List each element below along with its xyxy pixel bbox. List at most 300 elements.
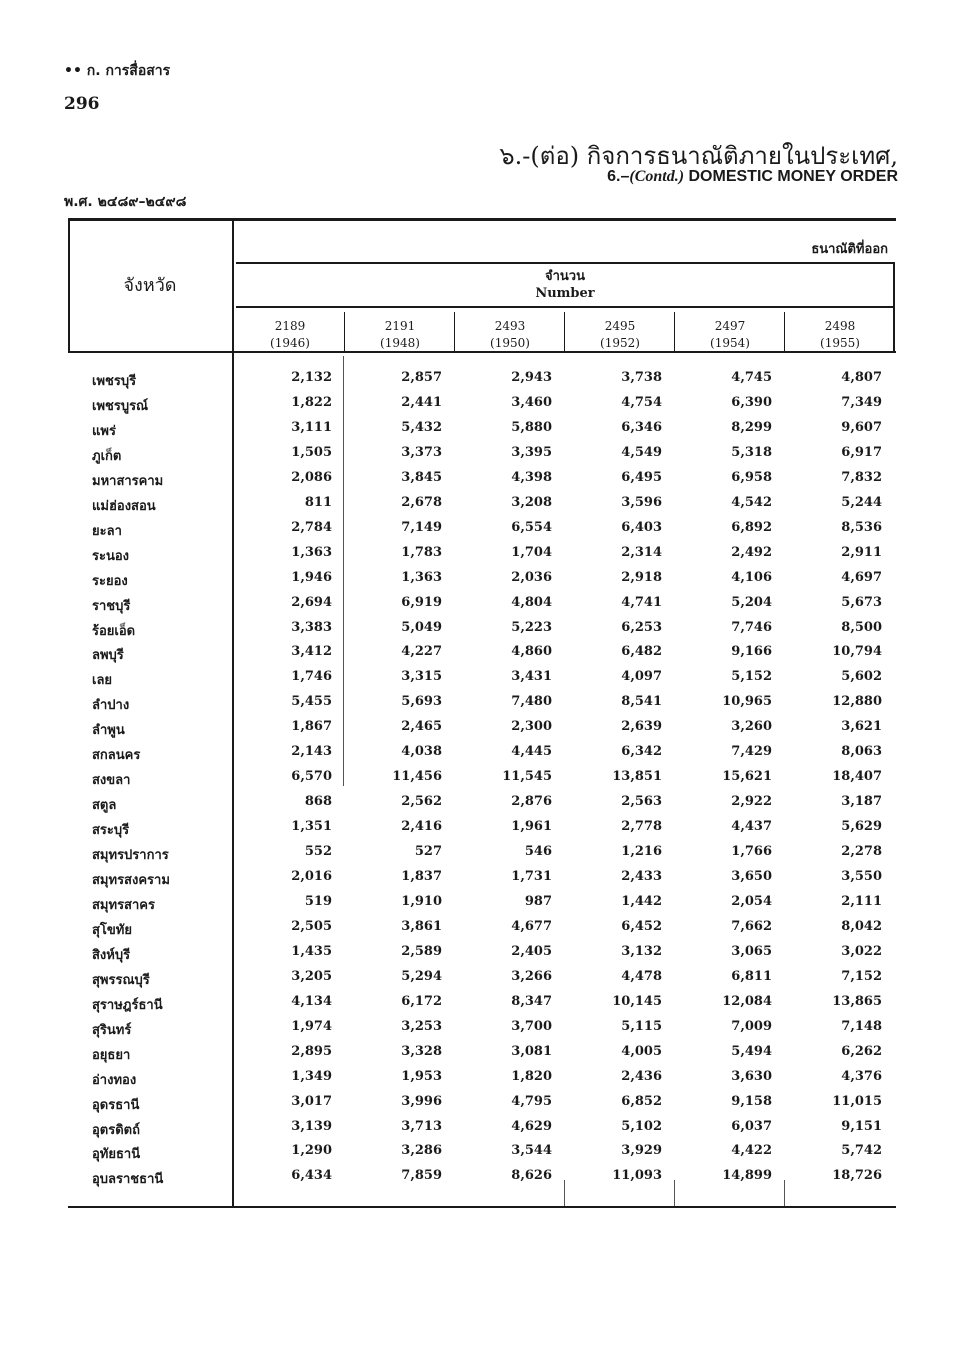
value-cell: 10,965	[722, 694, 772, 710]
province-name: สุโขทัย	[92, 922, 132, 938]
value-cell: 4,106	[731, 569, 772, 585]
value-cell: 2,132	[291, 370, 332, 385]
table-row	[70, 445, 896, 470]
table-row	[70, 595, 896, 620]
value-cell: 3,017	[291, 1093, 332, 1109]
year-header	[676, 318, 784, 352]
table-row	[70, 869, 896, 894]
title-prefix: 6.–	[607, 168, 630, 185]
province-name: สุราษฎร์ธานี	[92, 997, 163, 1013]
value-cell: 14,899	[722, 1168, 772, 1184]
value-cell: 1,731	[511, 869, 552, 884]
value-cell: 1,349	[291, 1068, 332, 1084]
value-cell: 6,917	[841, 444, 882, 460]
value-cell: 1,363	[401, 569, 442, 585]
value-cell: 4,445	[511, 744, 552, 760]
value-cell: 4,804	[511, 594, 552, 610]
year-header	[236, 318, 344, 352]
value-cell: 987	[524, 893, 552, 909]
value-cell: 811	[304, 494, 332, 510]
value-cell: 9,158	[731, 1093, 772, 1109]
value-cell: 6,852	[621, 1093, 662, 1109]
value-cell: 4,376	[841, 1068, 882, 1084]
table-row	[70, 744, 896, 769]
value-cell: 1,974	[291, 1018, 332, 1034]
value-cell: 4,549	[621, 444, 662, 460]
value-cell: 3,845	[401, 469, 442, 485]
year-divider	[564, 312, 565, 352]
value-cell: 2,492	[731, 544, 772, 560]
title-contd: (Contd.)	[629, 168, 685, 185]
value-cell: 4,398	[511, 469, 552, 485]
table-top-rule	[68, 218, 896, 221]
value-cell: 4,097	[621, 669, 662, 685]
value-cell: 4,754	[621, 394, 662, 410]
table-row	[70, 1019, 896, 1044]
value-cell: 1,363	[291, 544, 332, 560]
value-cell: 2,016	[291, 869, 332, 884]
value-cell: 7,149	[401, 519, 442, 535]
value-cell: 2,054	[731, 893, 772, 909]
value-cell: 4,437	[731, 819, 772, 835]
value-cell: 868	[304, 794, 332, 810]
value-cell: 8,299	[731, 419, 772, 435]
page-number: 296	[64, 94, 100, 114]
value-cell: 4,629	[511, 1118, 552, 1134]
value-cell: 2,784	[291, 519, 332, 535]
value-cell: 4,227	[401, 644, 442, 660]
value-cell: 3,111	[291, 419, 332, 435]
province-name: เพชรบูรณ์	[92, 398, 149, 414]
province-name: สุพรรณบุรี	[92, 972, 150, 988]
value-cell: 5,102	[621, 1118, 662, 1134]
year-range: พ.ศ. ๒๔๘๙–๒๔๙๘	[64, 194, 187, 210]
value-cell: 5,602	[841, 669, 882, 685]
year-ce: (1946)	[270, 336, 310, 350]
province-name: แพร่	[92, 423, 116, 439]
value-cell: 4,807	[841, 370, 882, 385]
value-cell: 5,318	[731, 444, 772, 460]
table-row	[70, 1168, 896, 1193]
value-cell: 1,783	[401, 544, 442, 560]
value-cell: 10,794	[832, 644, 882, 660]
year-header	[786, 318, 894, 352]
province-name: อุดรธานี	[92, 1097, 140, 1113]
value-cell: 3,700	[511, 1018, 552, 1034]
number-underline	[236, 306, 895, 308]
value-cell: 2,911	[841, 544, 882, 560]
province-name: อุตรดิตถ์	[92, 1122, 140, 1138]
province-name: สิงห์บุรี	[92, 947, 131, 963]
value-cell: 5,115	[621, 1018, 662, 1034]
value-cell: 3,205	[291, 968, 332, 984]
table-row	[70, 769, 896, 794]
province-name: สมุทรปราการ	[92, 848, 169, 864]
table-row	[70, 944, 896, 969]
table-row	[70, 370, 896, 395]
value-cell: 2,143	[291, 744, 332, 760]
value-cell: 6,570	[291, 769, 332, 785]
value-cell: 3,328	[401, 1043, 442, 1059]
province-name: สมุทรสงคราม	[92, 873, 170, 888]
value-cell: 2,405	[511, 943, 552, 959]
province-name: อุทัยธานี	[92, 1147, 141, 1163]
value-cell: 7,662	[731, 918, 772, 934]
value-cell: 9,607	[841, 419, 882, 435]
value-cell: 3,996	[401, 1093, 442, 1109]
value-cell: 4,038	[401, 744, 442, 760]
table-row	[70, 395, 896, 420]
value-cell: 519	[304, 893, 332, 909]
province-name: ลพบุรี	[92, 648, 124, 664]
value-cell: 6,346	[621, 419, 662, 435]
value-cell: 6,434	[291, 1168, 332, 1184]
value-cell: 4,005	[621, 1043, 662, 1059]
table-row	[70, 644, 896, 669]
year-divider	[784, 312, 785, 352]
value-cell: 9,166	[731, 644, 772, 660]
value-cell: 10,145	[612, 993, 662, 1009]
value-cell: 4,134	[291, 993, 332, 1009]
value-cell: 2,465	[401, 719, 442, 735]
running-header: •• ก. การสื่อสาร	[64, 63, 171, 79]
value-cell: 2,918	[621, 569, 662, 585]
table-row	[70, 470, 896, 495]
value-cell: 2,562	[401, 794, 442, 810]
value-cell: 6,892	[731, 519, 772, 535]
value-cell: 12,880	[832, 694, 882, 710]
value-cell: 2,036	[511, 569, 552, 585]
value-cell: 3,253	[401, 1018, 442, 1034]
value-cell: 3,065	[731, 943, 772, 959]
value-cell: 3,621	[841, 719, 882, 735]
value-cell: 5,629	[841, 819, 882, 835]
value-cell: 5,294	[401, 968, 442, 984]
value-cell: 1,351	[291, 819, 332, 835]
value-cell: 3,081	[511, 1043, 552, 1059]
value-cell: 2,589	[401, 943, 442, 959]
value-cell: 3,373	[401, 444, 442, 460]
province-name: อยุธยา	[92, 1047, 131, 1063]
value-cell: 1,837	[401, 869, 442, 884]
value-cell: 9,151	[841, 1118, 882, 1134]
value-cell: 4,741	[621, 594, 662, 610]
province-name: ยะลา	[92, 523, 122, 539]
table-row	[70, 545, 896, 570]
value-cell: 3,260	[731, 719, 772, 735]
value-cell: 6,452	[621, 918, 662, 934]
value-cell: 7,009	[731, 1018, 772, 1034]
value-cell: 3,544	[511, 1143, 552, 1159]
table-title-english	[607, 168, 898, 186]
value-cell: 3,596	[621, 494, 662, 510]
issued-underline	[236, 262, 895, 264]
value-cell: 7,746	[731, 619, 772, 635]
year-be: 2498	[824, 319, 856, 333]
province-name: ราชบุรี	[92, 598, 131, 614]
money-orders-issued-header: ธนาณัติที่ออก	[811, 242, 888, 257]
value-cell: 6,037	[731, 1118, 772, 1134]
table-row	[70, 694, 896, 719]
table-row	[70, 844, 896, 869]
year-header	[346, 318, 454, 352]
value-cell: 18,407	[832, 769, 882, 785]
value-cell: 5,494	[731, 1043, 772, 1059]
province-name: สกลนคร	[92, 748, 141, 764]
table-title-thai: ๖.-(ต่อ) กิจการธนาณัติภายในประเทศ,	[499, 142, 898, 170]
table-row	[70, 669, 896, 694]
value-cell: 1,867	[291, 719, 332, 735]
value-cell: 4,478	[621, 968, 662, 984]
year-be: 2191	[384, 319, 416, 333]
value-cell: 4,677	[511, 918, 552, 934]
value-cell: 11,015	[832, 1093, 882, 1109]
value-cell: 2,086	[291, 469, 332, 485]
table-row	[70, 719, 896, 744]
year-be: 2189	[274, 319, 306, 333]
value-cell: 11,545	[502, 769, 552, 785]
value-cell: 6,253	[621, 619, 662, 635]
value-cell: 2,876	[511, 794, 552, 810]
value-cell: 3,861	[401, 918, 442, 934]
value-cell: 5,244	[841, 494, 882, 510]
value-cell: 3,022	[841, 943, 882, 959]
year-ce: (1952)	[600, 336, 640, 350]
value-cell: 3,315	[401, 669, 442, 685]
value-cell: 2,436	[621, 1068, 662, 1084]
year-be: 2495	[604, 319, 636, 333]
value-cell: 3,431	[511, 669, 552, 685]
value-cell: 3,383	[291, 619, 332, 635]
province-name: สงขลา	[92, 773, 131, 789]
year-be: 2497	[714, 319, 746, 333]
value-cell: 3,460	[511, 394, 552, 410]
value-cell: 2,300	[511, 719, 552, 735]
province-name: มหาสารคาม	[92, 473, 164, 489]
value-cell: 7,429	[731, 744, 772, 760]
value-cell: 2,433	[621, 869, 662, 884]
value-cell: 5,880	[511, 419, 552, 435]
table-row	[70, 1044, 896, 1069]
table-row	[70, 994, 896, 1019]
value-cell: 552	[304, 844, 332, 860]
year-be: 2493	[494, 319, 526, 333]
year-ce: (1954)	[710, 336, 750, 350]
year-ce: (1955)	[820, 336, 860, 350]
value-cell: 2,943	[511, 370, 552, 385]
table-row	[70, 919, 896, 944]
table-row	[70, 620, 896, 645]
value-cell: 1,435	[291, 943, 332, 959]
value-cell: 8,536	[841, 519, 882, 535]
province-name: ร้อยเอ็ด	[92, 623, 136, 639]
province-name: เลย	[92, 673, 113, 689]
value-cell: 2,778	[621, 819, 662, 835]
province-name: ลำพูน	[92, 723, 125, 739]
value-cell: 5,204	[731, 594, 772, 610]
value-cell: 7,832	[841, 469, 882, 485]
value-cell: 2,314	[621, 544, 662, 560]
value-cell: 6,495	[621, 469, 662, 485]
table-row	[70, 1069, 896, 1094]
table-row	[70, 819, 896, 844]
year-header	[566, 318, 674, 352]
value-cell: 2,857	[401, 370, 442, 385]
province-name: สตูล	[92, 798, 117, 814]
value-cell: 1,442	[621, 893, 662, 909]
value-cell: 3,550	[841, 869, 882, 884]
province-name: ภูเก็ต	[92, 448, 122, 464]
value-cell: 18,726	[832, 1168, 882, 1184]
value-cell: 1,961	[511, 819, 552, 835]
value-cell: 3,187	[841, 794, 882, 810]
value-cell: 527	[414, 844, 442, 860]
value-cell: 3,738	[621, 370, 662, 385]
value-cell: 8,063	[841, 744, 882, 760]
value-cell: 2,278	[841, 844, 882, 860]
value-cell: 5,673	[841, 594, 882, 610]
title-main: DOMESTIC MONEY ORDER	[688, 168, 898, 185]
value-cell: 4,542	[731, 494, 772, 510]
value-cell: 1,505	[291, 444, 332, 460]
year-divider	[344, 312, 345, 352]
table-row	[70, 794, 896, 819]
value-cell: 3,286	[401, 1143, 442, 1159]
province-name: แม่ฮ่องสอน	[92, 498, 156, 514]
province-name: ระยอง	[92, 573, 128, 589]
table-row	[70, 570, 896, 595]
value-cell: 8,347	[511, 993, 552, 1009]
table-row	[70, 520, 896, 545]
value-cell: 2,441	[401, 394, 442, 410]
value-cell: 6,482	[621, 644, 662, 660]
province-name: เพชรบุรี	[92, 374, 137, 389]
table-bottom-rule	[68, 1206, 896, 1208]
table-row	[70, 1119, 896, 1144]
value-cell: 3,630	[731, 1068, 772, 1084]
value-cell: 1,216	[621, 844, 662, 860]
value-cell: 5,742	[841, 1143, 882, 1159]
value-cell: 6,919	[401, 594, 442, 610]
value-cell: 3,132	[621, 943, 662, 959]
value-cell: 8,042	[841, 918, 882, 934]
value-cell: 3,412	[291, 644, 332, 660]
value-cell: 12,084	[722, 993, 772, 1009]
value-cell: 1,822	[291, 394, 332, 410]
value-cell: 1,946	[291, 569, 332, 585]
value-cell: 4,795	[511, 1093, 552, 1109]
value-cell: 4,745	[731, 370, 772, 385]
value-cell: 1,290	[291, 1143, 332, 1159]
value-cell: 7,152	[841, 968, 882, 984]
value-cell: 5,223	[511, 619, 552, 635]
value-cell: 3,266	[511, 968, 552, 984]
value-cell: 4,422	[731, 1143, 772, 1159]
value-cell: 11,093	[612, 1168, 662, 1184]
value-cell: 2,678	[401, 494, 442, 510]
value-cell: 3,713	[401, 1118, 442, 1134]
year-ce: (1948)	[380, 336, 420, 350]
value-cell: 546	[524, 844, 552, 860]
value-cell: 6,403	[621, 519, 662, 535]
number-header-thai: จำนวน	[545, 269, 585, 284]
value-cell: 3,395	[511, 444, 552, 460]
value-cell: 3,929	[621, 1143, 662, 1159]
value-cell: 5,049	[401, 619, 442, 635]
value-cell: 1,704	[511, 544, 552, 560]
value-cell: 4,860	[511, 644, 552, 660]
year-ce: (1950)	[490, 336, 530, 350]
value-cell: 8,500	[841, 619, 882, 635]
value-cell: 6,958	[731, 469, 772, 485]
table-row	[70, 969, 896, 994]
value-cell: 7,859	[401, 1168, 442, 1184]
province-name: ลำปาง	[92, 698, 130, 714]
table-row	[70, 1143, 896, 1168]
value-cell: 1,820	[511, 1068, 552, 1084]
value-cell: 6,342	[621, 744, 662, 760]
value-cell: 7,480	[511, 694, 552, 710]
table-row	[70, 420, 896, 445]
value-cell: 8,541	[621, 694, 662, 710]
value-cell: 13,865	[832, 993, 882, 1009]
value-cell: 6,554	[511, 519, 552, 535]
value-cell: 13,851	[612, 769, 662, 785]
value-cell: 5,152	[731, 669, 772, 685]
table-row	[70, 894, 896, 919]
value-cell: 1,766	[731, 844, 772, 860]
value-cell: 3,650	[731, 869, 772, 884]
value-cell: 1,910	[401, 893, 442, 909]
value-cell: 1,953	[401, 1068, 442, 1084]
province-column-header: จังหวัด	[123, 275, 177, 296]
number-header	[236, 268, 894, 302]
value-cell: 2,563	[621, 794, 662, 810]
value-cell: 6,390	[731, 394, 772, 410]
value-cell: 5,432	[401, 419, 442, 435]
province-name: อุบลราชธานี	[92, 1172, 164, 1188]
province-name: ระนอง	[92, 548, 130, 564]
value-cell: 2,895	[291, 1043, 332, 1059]
value-cell: 3,208	[511, 494, 552, 510]
table-row	[70, 495, 896, 520]
value-cell: 3,139	[291, 1118, 332, 1134]
value-cell: 8,626	[511, 1168, 552, 1184]
province-name: สมุทรสาคร	[92, 897, 155, 913]
value-cell: 11,456	[392, 769, 442, 785]
value-cell: 6,172	[401, 993, 442, 1009]
year-divider	[454, 312, 455, 352]
value-cell: 2,639	[621, 719, 662, 735]
value-cell: 15,621	[722, 769, 772, 785]
value-cell: 5,455	[291, 694, 332, 710]
year-header	[456, 318, 564, 352]
value-cell: 1,746	[291, 669, 332, 685]
value-cell: 7,148	[841, 1018, 882, 1034]
value-cell: 2,922	[731, 794, 772, 810]
value-cell: 6,262	[841, 1043, 882, 1059]
province-name: อ่างทอง	[92, 1072, 137, 1088]
value-cell: 2,505	[291, 918, 332, 934]
value-cell: 7,349	[841, 394, 882, 410]
value-cell: 6,811	[731, 968, 772, 984]
value-cell: 2,111	[841, 893, 882, 909]
value-cell: 2,416	[401, 819, 442, 835]
value-cell: 2,694	[291, 594, 332, 610]
table-row	[70, 1094, 896, 1119]
value-cell: 5,693	[401, 694, 442, 710]
year-divider	[674, 312, 675, 352]
